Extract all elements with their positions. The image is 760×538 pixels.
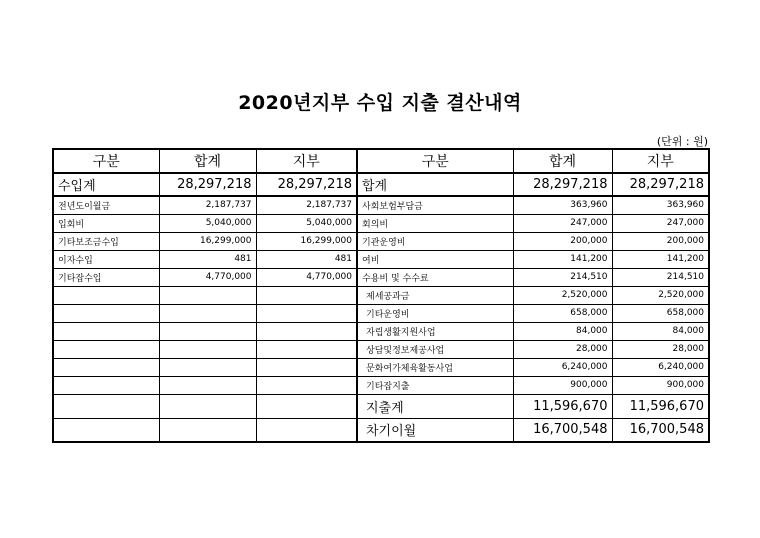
- expense-total: 200,000: [513, 232, 612, 250]
- expense-label: 사회보험부담금: [357, 196, 513, 214]
- empty-cell: [159, 322, 256, 340]
- empty-cell: [256, 304, 357, 322]
- table-row: [53, 268, 709, 286]
- empty-cell: [159, 340, 256, 358]
- empty-cell: [53, 358, 159, 376]
- income-label: 이자수입: [53, 250, 159, 268]
- table-row: [53, 322, 709, 340]
- expense-label: 상담및정보제공사업: [357, 340, 513, 358]
- header-expense-category: 구분: [357, 149, 513, 173]
- table-row: [53, 250, 709, 268]
- header-row: [53, 149, 709, 173]
- expense-label: 기타잡지출: [357, 376, 513, 394]
- header-income-total: 합계: [159, 149, 256, 173]
- expense-branch: 200,000: [612, 232, 709, 250]
- carryover-total: 16,700,548: [513, 418, 612, 442]
- table-row: [53, 286, 709, 304]
- expense-total: 84,000: [513, 322, 612, 340]
- empty-cell: [256, 286, 357, 304]
- expense-sum-label: 지출계: [357, 394, 513, 418]
- empty-cell: [159, 358, 256, 376]
- expense-label: 여비: [357, 250, 513, 268]
- empty-cell: [53, 376, 159, 394]
- header-expense-branch: 지부: [612, 149, 709, 173]
- income-branch: 4,770,000: [256, 268, 357, 286]
- expense-label: 회의비: [357, 214, 513, 232]
- expense-branch: 28,000: [612, 340, 709, 358]
- carryover-row: [53, 418, 709, 442]
- income-total: 4,770,000: [159, 268, 256, 286]
- table-row: [53, 358, 709, 376]
- income-total-branch: 28,297,218: [256, 173, 357, 196]
- expense-total: 6,240,000: [513, 358, 612, 376]
- header-expense-total: 합계: [513, 149, 612, 173]
- table-row: [53, 376, 709, 394]
- empty-cell: [256, 358, 357, 376]
- empty-cell: [159, 286, 256, 304]
- expense-branch: 2,520,000: [612, 286, 709, 304]
- empty-cell: [256, 376, 357, 394]
- empty-cell: [159, 394, 256, 418]
- empty-cell: [53, 340, 159, 358]
- income-branch: 2,187,737: [256, 196, 357, 214]
- income-total: 16,299,000: [159, 232, 256, 250]
- empty-cell: [53, 286, 159, 304]
- empty-cell: [159, 304, 256, 322]
- table-row: [53, 232, 709, 250]
- empty-cell: [53, 418, 159, 442]
- expense-branch: 658,000: [612, 304, 709, 322]
- empty-cell: [256, 394, 357, 418]
- expense-total: 28,000: [513, 340, 612, 358]
- expense-total: 247,000: [513, 214, 612, 232]
- expense-sum-row: [53, 394, 709, 418]
- expense-branch: 363,960: [612, 196, 709, 214]
- expense-total-label: 합계: [357, 173, 513, 196]
- income-total: 481: [159, 250, 256, 268]
- table-row: [53, 304, 709, 322]
- expense-branch: 214,510: [612, 268, 709, 286]
- expense-branch: 84,000: [612, 322, 709, 340]
- expense-branch: 247,000: [612, 214, 709, 232]
- income-label: 기타보조금수입: [53, 232, 159, 250]
- expense-total: 900,000: [513, 376, 612, 394]
- empty-cell: [256, 340, 357, 358]
- document-title: 2020년지부 수입 지출 결산내역: [238, 92, 522, 114]
- income-label: 입회비: [53, 214, 159, 232]
- expense-label: 자립생활지원사업: [357, 322, 513, 340]
- expense-label: 기관운영비: [357, 232, 513, 250]
- expense-label: 수용비 및 수수료: [357, 268, 513, 286]
- empty-cell: [53, 394, 159, 418]
- empty-cell: [256, 322, 357, 340]
- expense-branch: 900,000: [612, 376, 709, 394]
- expense-branch: 141,200: [612, 250, 709, 268]
- income-label: 전년도이월금: [53, 196, 159, 214]
- table-row: [53, 196, 709, 214]
- income-total-sum: 28,297,218: [159, 173, 256, 196]
- expense-sum-branch: 11,596,670: [612, 394, 709, 418]
- income-branch: 16,299,000: [256, 232, 357, 250]
- total-row: [53, 173, 709, 196]
- income-total: 5,040,000: [159, 214, 256, 232]
- settlement-table: [52, 148, 710, 443]
- expense-total: 363,960: [513, 196, 612, 214]
- unit-note: (단위 : 원): [656, 135, 708, 148]
- header-income-branch: 지부: [256, 149, 357, 173]
- income-label: 기타잡수입: [53, 268, 159, 286]
- expense-sum-total: 11,596,670: [513, 394, 612, 418]
- table-row: [53, 214, 709, 232]
- header-income-category: 구분: [53, 149, 159, 173]
- expense-branch: 6,240,000: [612, 358, 709, 376]
- expense-label: 문화여가체육활동사업: [357, 358, 513, 376]
- income-branch: 5,040,000: [256, 214, 357, 232]
- carryover-label: 차기이월: [357, 418, 513, 442]
- empty-cell: [159, 376, 256, 394]
- expense-total-sum: 28,297,218: [513, 173, 612, 196]
- empty-cell: [53, 304, 159, 322]
- table-row: [53, 340, 709, 358]
- expense-label: 기타운영비: [357, 304, 513, 322]
- income-branch: 481: [256, 250, 357, 268]
- income-total-label: 수입계: [53, 173, 159, 196]
- expense-total: 2,520,000: [513, 286, 612, 304]
- expense-label: 제세공과금: [357, 286, 513, 304]
- expense-total: 141,200: [513, 250, 612, 268]
- empty-cell: [159, 418, 256, 442]
- expense-total: 214,510: [513, 268, 612, 286]
- expense-total-branch: 28,297,218: [612, 173, 709, 196]
- empty-cell: [53, 322, 159, 340]
- empty-cell: [256, 418, 357, 442]
- carryover-branch: 16,700,548: [612, 418, 709, 442]
- expense-total: 658,000: [513, 304, 612, 322]
- income-total: 2,187,737: [159, 196, 256, 214]
